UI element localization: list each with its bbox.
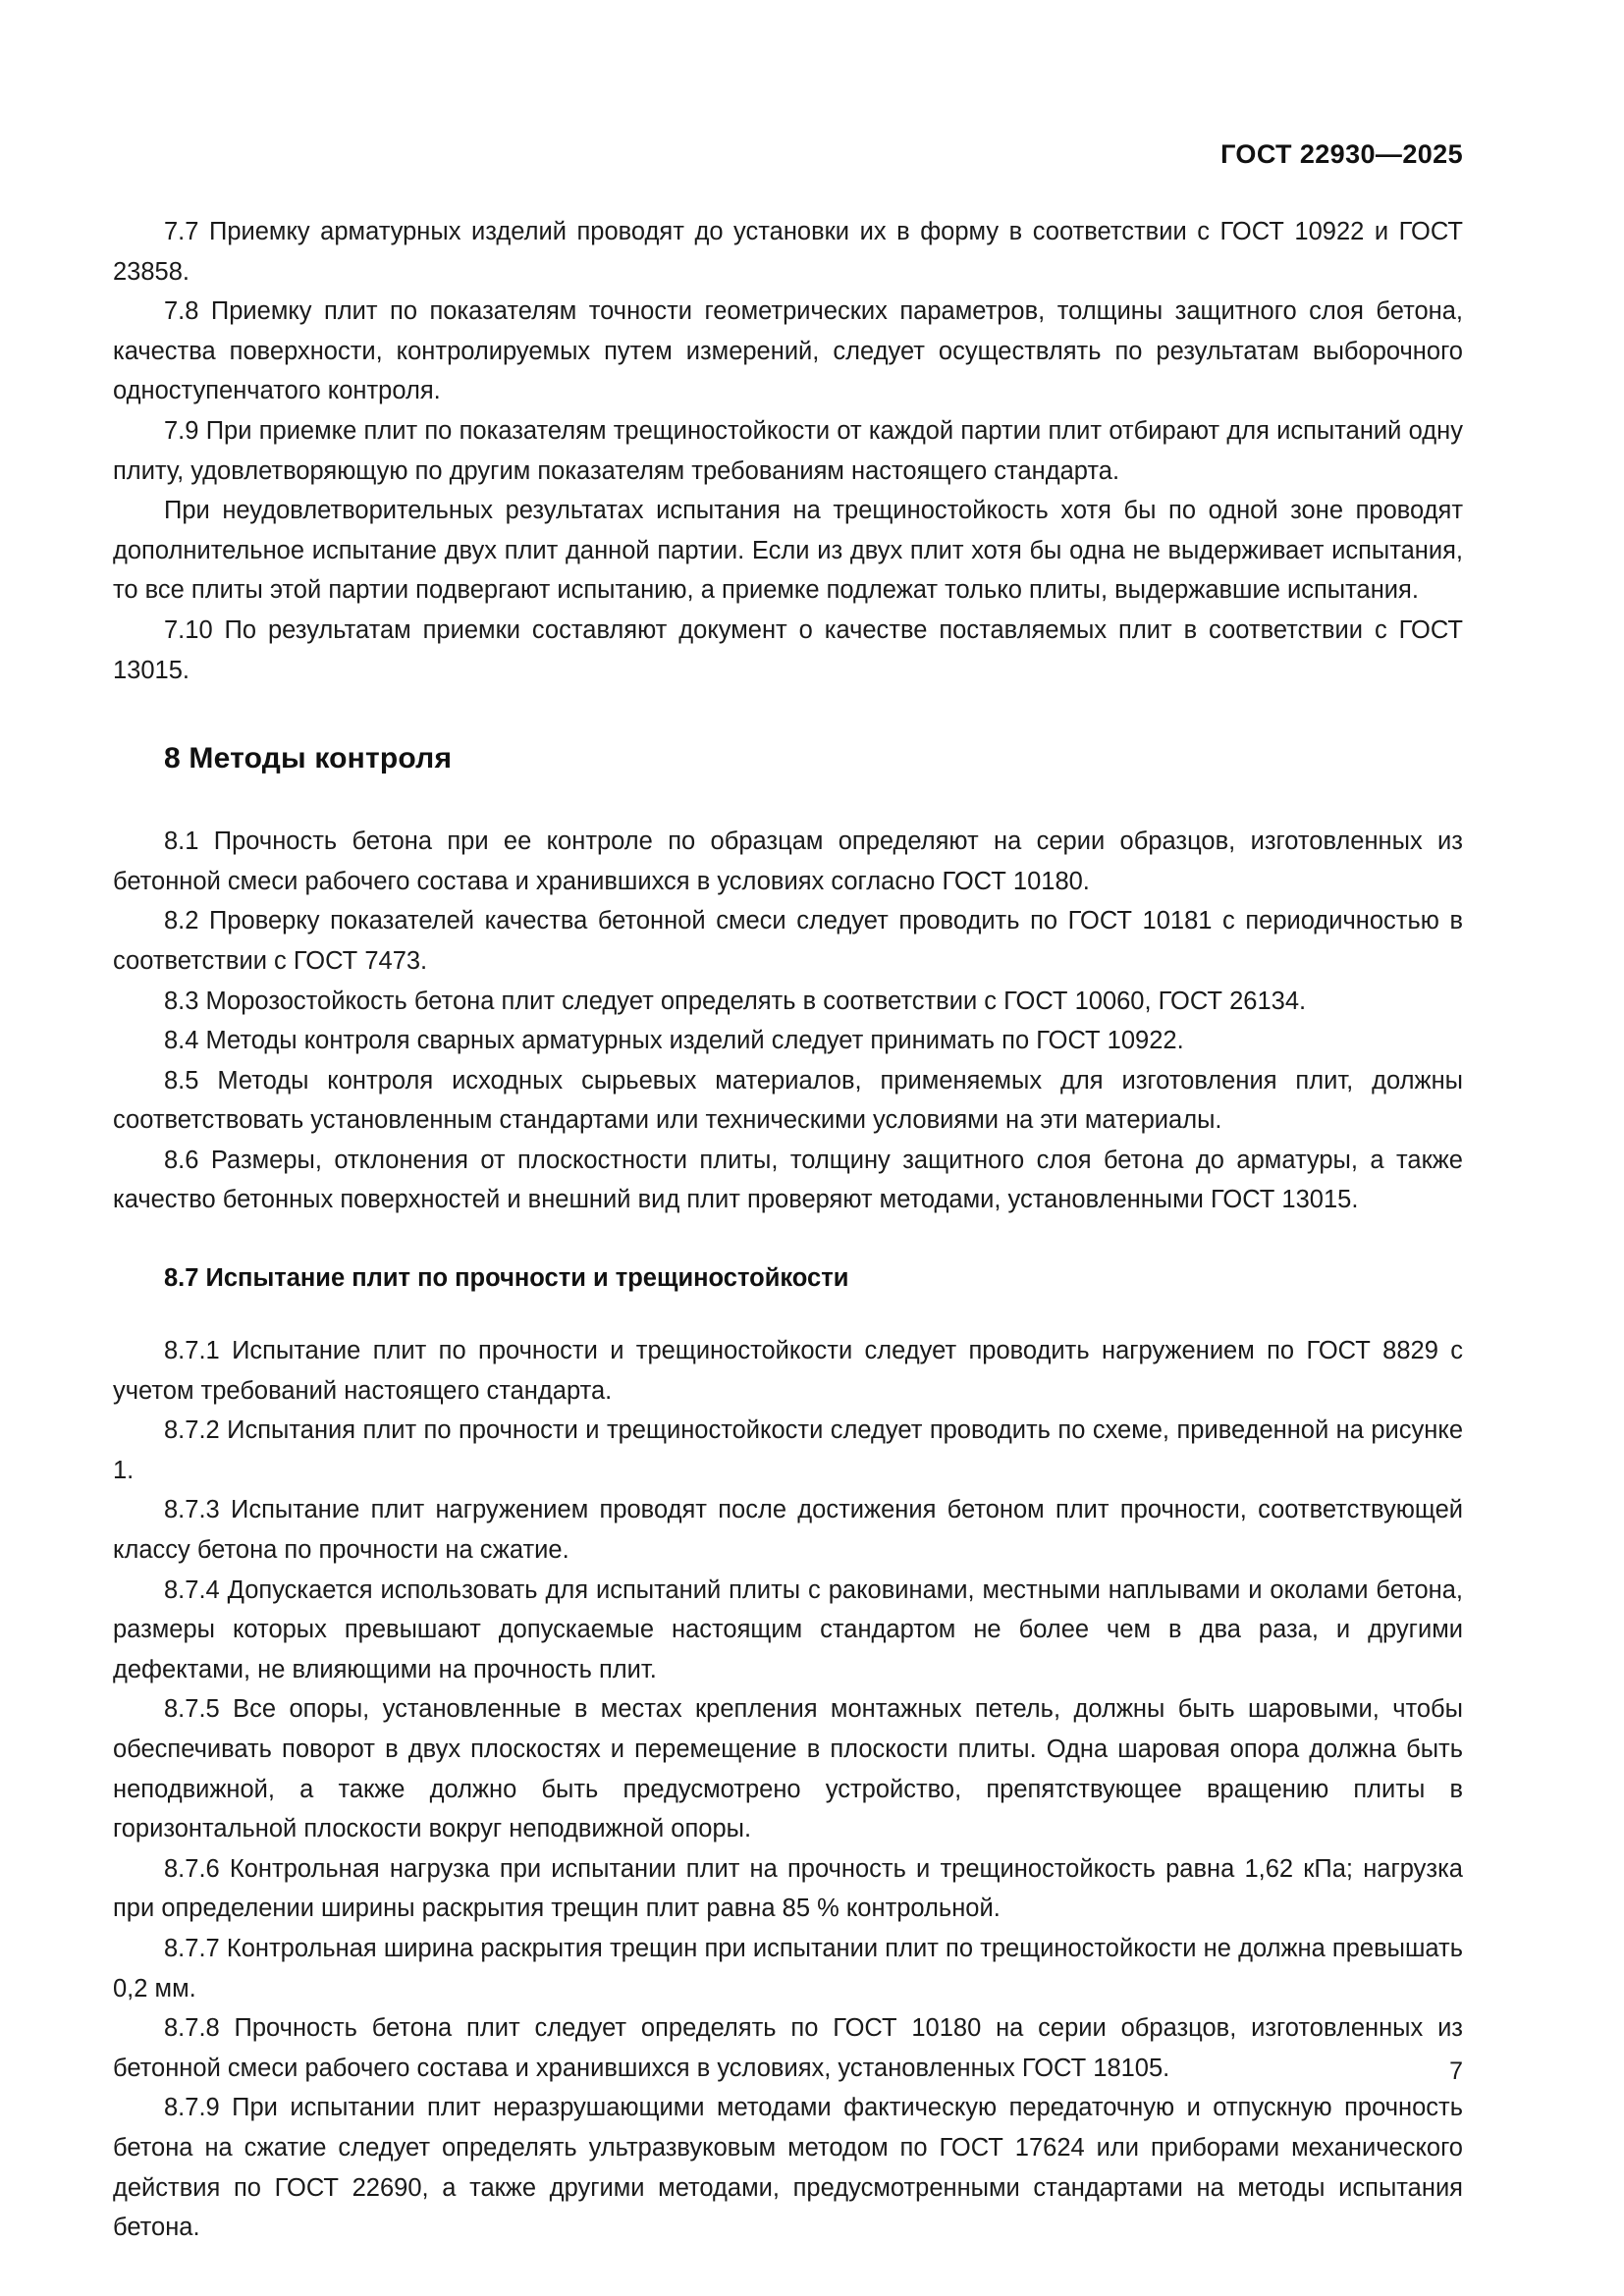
paragraph-8-7-3: 8.7.3 Испытание плит нагружением проводят после достижения бетоном плит прочности, соответствующей классу бетона по прочности на сжатие. bbox=[113, 1496, 1463, 1565]
paragraph-8-7-6: 8.7.6 Контрольная нагрузка при испытании плит на прочность и трещиностойкость равна 1,62 кПа; нагрузка при определении ширины раскрытия трещин плит равна 85 % контрольной. bbox=[113, 1854, 1463, 1923]
paragraph-8-7-8: 8.7.8 Прочность бетона плит следует определять по ГОСТ 10180 на серии образцов, изготовленных из бетонной смеси рабочего состава и хранившихся в условиях, установленных ГОСТ 18105. bbox=[113, 2014, 1463, 2082]
paragraph-7-8: 7.8 Приемку плит по показателям точности геометрических параметров, толщины защитного слоя бетона, качества поверхности, контролируемых путем измерений, следует осуществлять по результатам выборочного одноступенчатого контроля. bbox=[113, 297, 1463, 405]
paragraph-7-9: 7.9 При приемке плит по показателям трещиностойкости от каждой партии плит отбирают для испытаний одну плиту, удовлетворяющую по другим показателям требованиям настоящего стандарта. bbox=[113, 416, 1463, 485]
running-header-standard-number: ГОСТ 22930—2025 bbox=[1220, 139, 1463, 169]
paragraph-8-6: 8.6 Размеры, отклонения от плоскостности плиты, толщину защитного слоя бетона до арматуры, а также качество бетонных поверхностей и внешний вид плит проверяют методами, установленными ГОСТ 13015. bbox=[113, 1146, 1463, 1214]
paragraph-7-9-continued: При неудовлетворительных результатах испытания на трещиностойкость хотя бы по одной зоне проводят дополнительное испытание двух плит данной партии. Если из двух плит хотя бы одна не выдерживает испытания, то все плиты этой партии подвергают испытанию, а приемке подлежат только плиты, выдержавшие испытания. bbox=[113, 497, 1463, 605]
paragraph-8-5: 8.5 Методы контроля исходных сырьевых материалов, применяемых для изготовления плит, должны соответствовать установленным стандартами или техническими условиями на эти материалы. bbox=[113, 1066, 1463, 1135]
spacer-before-section-8 bbox=[113, 690, 1463, 739]
paragraph-8-7-4: 8.7.4 Допускается использовать для испытаний плиты с раковинами, местными наплывами и околами бетона, размеры которых превышают допускаемые настоящим стандартом не более чем в два раза, и другими дефектами, не влияющими на прочность плит. bbox=[113, 1575, 1463, 1683]
spacer-after-section-8 bbox=[113, 778, 1463, 822]
paragraph-8-7-2: 8.7.2 Испытания плит по прочности и трещиностойкости следует проводить по схеме, приведенной на рисунке 1. bbox=[113, 1416, 1463, 1484]
paragraph-8-2: 8.2 Проверку показателей качества бетонной смеси следует проводить по ГОСТ 10181 с периодичностью в соответствии с ГОСТ 7473. bbox=[113, 907, 1463, 975]
paragraph-8-7-7: 8.7.7 Контрольная ширина раскрытия трещин при испытании плит по трещиностойкости не должна превышать 0,2 мм. bbox=[113, 1934, 1463, 2002]
paragraph-7-7: 7.7 Приемку арматурных изделий проводят до установки их в форму в соответствии с ГОСТ 10922 и ГОСТ 23858. bbox=[113, 218, 1463, 286]
paragraph-8-7-1: 8.7.1 Испытание плит по прочности и трещиностойкости следует проводить нагружением по ГОСТ 8829 с учетом требований настоящего стандарта. bbox=[113, 1337, 1463, 1405]
paragraph-7-10: 7.10 По результатам приемки составляют документ о качестве поставляемых плит в соответствии с ГОСТ 13015. bbox=[113, 615, 1463, 684]
paragraph-8-1: 8.1 Прочность бетона при ее контроле по образцам определяют на серии образцов, изготовленных из бетонной смеси рабочего состава и хранившихся в условиях согласно ГОСТ 10180. bbox=[113, 828, 1463, 895]
page-number: 7 bbox=[1449, 2057, 1463, 2085]
paragraph-8-4: 8.4 Методы контроля сварных арматурных изделий следует принимать по ГОСТ 10922. bbox=[164, 1027, 1184, 1055]
spacer-after-subsection-8-7 bbox=[113, 1298, 1463, 1331]
paragraph-8-7-9: 8.7.9 При испытании плит неразрушающими методами фактическую передаточную и отпускную прочность бетона на сжатие следует определять ультразвуковым методом по ГОСТ 17624 или приборами механического действия по ГОСТ 22690, а также другими методами, предусмотренными стандартами на методы испытания бетона. bbox=[113, 2094, 1463, 2242]
paragraph-8-7-5: 8.7.5 Все опоры, установленные в местах крепления монтажных петель, должны быть шаровыми, чтобы обеспечивать поворот в двух плоскостях и перемещение в плоскости плиты. Одна шаровая опора должна быть неподвижной, а также должно быть предусмотрено устройство, препятствующее вращению плиты в горизонтальной плоскости вокруг неподвижной опоры. bbox=[113, 1695, 1463, 1843]
spacer-before-subsection-8-7 bbox=[113, 1220, 1463, 1258]
section-heading-8: 8 Методы контроля bbox=[164, 742, 453, 775]
subsection-heading-8-7: 8.7 Испытание плит по прочности и трещиностойкости bbox=[164, 1264, 849, 1293]
paragraph-8-3: 8.3 Морозостойкость бетона плит следует определять в соответствии с ГОСТ 10060, ГОСТ 26134. bbox=[164, 987, 1307, 1015]
page-body-text bbox=[113, 212, 1463, 2248]
